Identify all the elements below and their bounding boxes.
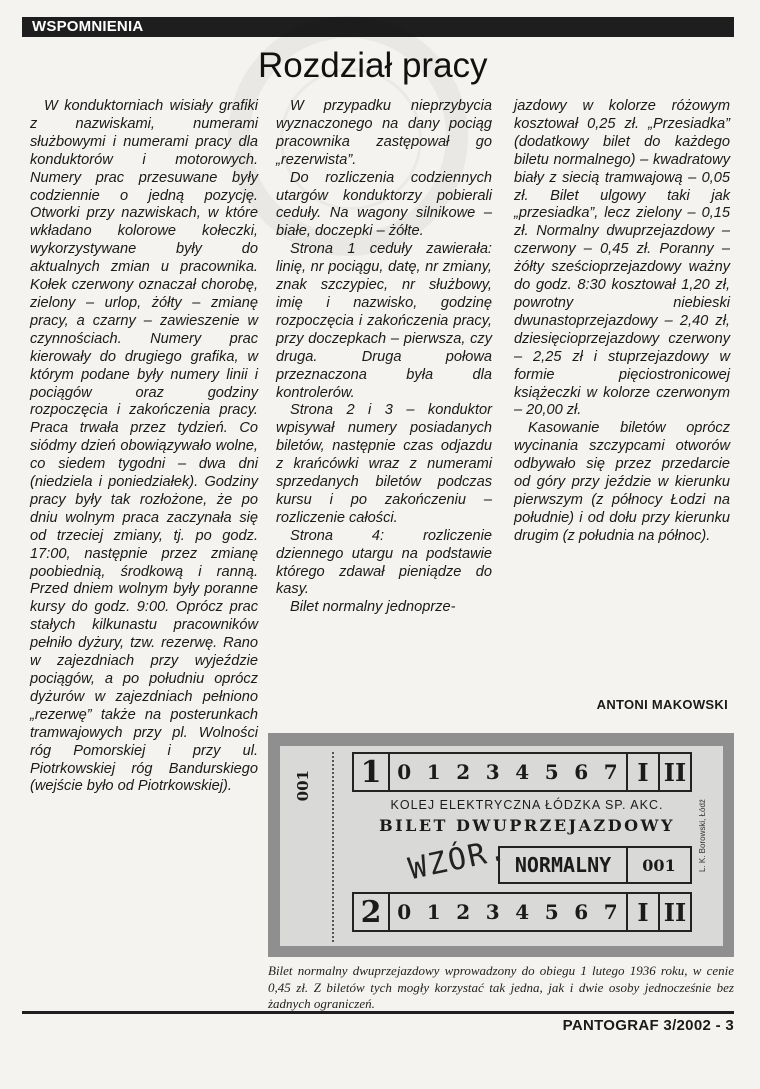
paragraph: Do rozliczenia codziennych utargów konduktorzy pobierali ceduły. Na wagony silnikowe – białe, doczepki – żółte. <box>276 169 492 240</box>
paragraph: W przypadku nieprzybycia wyznaczonego na dany pociąg pracownika zastępował go „rezerwista”. <box>276 98 492 168</box>
article-title: Rozdział pracy <box>258 46 488 85</box>
ticket-row-2 <box>352 892 692 932</box>
ticket-digit: 2 <box>456 760 472 784</box>
ticket-printer: L. K. Borowski, Łódź <box>698 799 707 873</box>
paragraph: jazdowy w kolorze różowym kosztował 0,25 zł. „Przesiadka” (dodatkowy bilet do każdego biletu normalnego) – kwadratowy biały z siecią tramwajową – 0,05 zł. Bilet ulgowy taki jak „przesiadka”, lecz zielony – 0,15 zł. Normalny dwuprzejazdowy – czerwony – 0,45 zł. Poranny – żółty sześcioprzejazdowy ważny do godz. 8:30 kosztował 1,20 zł, powrotny niebieski dwunastoprzejazdowy – 2,40 zł, dziesięcioprzejazdowy czerwony – 2,25 zł i stuprzejazdowy w formie pięciostronicowej książeczki w kolorze czerwonym – 20,00 zł. <box>514 98 730 419</box>
paragraph: Kasowanie biletów oprócz wycinania szczypcami otworów odbywało się przez przedarcie od góry przy jeździe w kierunku pierwszym (z północy Łodzi na południe) i od dołu przy kierunku drugim (z południa na północ). <box>514 420 730 544</box>
paragraph: Bilet normalny jednoprze- <box>290 599 456 616</box>
footer-rule <box>22 1011 734 1014</box>
ticket-digit: 1 <box>426 900 442 924</box>
ticket-fare-label: NORMALNY <box>500 848 628 882</box>
paragraph: W konduktorniach wisiały grafiki z nazwiskami, numerami służbowymi i numerami pracy dla konduktorów i motorowych. Numery prac przesuwane były codziennie o jedną pozycję. Otworki przy nazwiskach, w które wkładano kolorowe kołeczki, wykorzystywane były do aktualnych zmian u pracownika. Kołek czerwony oznaczał chorobę, zielony – urlop, żółty – zmianę pracy, a czarny – zawieszenie w czynnościach. Numery prac kierowały do drugiego grafika, w którym podane były numery linii i pociągów oraz godziny rozpoczęcia i zakończenia pracy. Praca trwała przez tydzień. Co siódmy dzień obowiązywało wolne, co siedem tygodni – dwa dni (niedziela i poniedziałek). Godziny pracy były tak rozłożone, że po dniu wolnym praca zaczynała się od trzeciej zmiany, tj. po godz. 17:00, następnie przez zmianę poobiednią, środkową i ranną. Przed dniem wolnym były poranne kursy do godz. 9:00. Oprócz prac stałych kilkunastu pracowników pełniło dyżury, tzw. rezerwę. Rano w zajezdniach przy wyjeździe pociągów, a po południu oprócz dyżurów w zajezdniach pełniono „rezerwę” także na posterunkach tramwajowych przy pl. Wolności róg Pomorskiej i przy ul. Piotrkowskiej róg Bandurskiego (wejście było od Piotrkowskiej). <box>30 98 258 795</box>
ticket-roman-numeral: I <box>626 894 658 930</box>
ticket-stub-number: 001 <box>294 770 312 802</box>
article-column-1 <box>30 98 258 796</box>
article-column-2 <box>276 98 492 617</box>
ticket-digit-row <box>390 760 626 784</box>
ticket-digit-row <box>390 900 626 924</box>
ticket-roman-numeral: I <box>626 754 658 790</box>
ticket-type: BILET DWUPRZEJAZDOWY <box>379 816 675 835</box>
ticket <box>280 746 723 946</box>
section-label: WSPOMNIENIA <box>32 18 212 36</box>
ticket-digit: 4 <box>515 900 531 924</box>
ticket-row-1 <box>352 752 692 792</box>
ticket-row-label: 2 <box>354 894 390 930</box>
ticket-digit: 3 <box>485 760 501 784</box>
paragraph: Strona 4: rozliczenie dziennego utargu na podstawie którego zdawał pieniądze do kasy. <box>276 527 492 598</box>
ticket-roman-numeral: II <box>658 754 690 790</box>
ticket-digit: 7 <box>603 900 619 924</box>
ticket-specimen-stamp: WZÓR. <box>405 831 511 888</box>
paragraph: Strona 1 ceduły zawierała: linię, nr pociągu, datę, nr zmiany, znak szczypiec, nr służbowy, imię i nazwisko, godzinę rozpoczęcia i zakończenia pracy, przy doczepkach – pierwsza, czy druga. Druga połowa przeznaczona była dla kontrolerów. <box>276 241 492 401</box>
article-author: ANTONI MAKOWSKI <box>596 697 728 712</box>
ticket-photo <box>268 733 734 957</box>
article-column-3 <box>514 98 730 546</box>
ticket-fare-box <box>498 846 692 884</box>
ticket-digit: 2 <box>456 900 472 924</box>
ticket-digit: 7 <box>603 760 619 784</box>
ticket-row-label: 1 <box>354 754 390 790</box>
ticket-digit: 6 <box>574 760 590 784</box>
ticket-serial: 001 <box>642 855 676 875</box>
ticket-digit: 5 <box>544 760 560 784</box>
ticket-digit: 5 <box>544 900 560 924</box>
ticket-digit: 3 <box>485 900 501 924</box>
ticket-digit: 1 <box>426 760 442 784</box>
footer-issue: PANTOGRAF 3/2002 - 3 <box>562 1017 734 1034</box>
ticket-roman-numeral: II <box>658 894 690 930</box>
photo-caption: Bilet normalny dwuprzejazdowy wprowadzony do obiegu 1 lutego 1936 roku, w cenie 0,45 zł. Z biletów tych mogły korzystać tak jedna, jak i dwie osoby jednocześnie bez żadnych ograniczeń. <box>268 963 734 1012</box>
ticket-perforation <box>332 752 334 942</box>
ticket-digit: 6 <box>574 900 590 924</box>
paragraph: Strona 2 i 3 – konduktor wpisywał numery posiadanych biletów, następnie czas odjazdu z krańcówki wraz z numerami sprzedanych biletów podczas kursu i po zakończeniu – rozliczenie całości. <box>276 402 492 526</box>
ticket-digit: 0 <box>397 760 413 784</box>
ticket-digit: 0 <box>397 900 413 924</box>
ticket-digit: 4 <box>515 760 531 784</box>
ticket-company: KOLEJ ELEKTRYCZNA ŁÓDZKA SP. AKC. <box>390 798 664 812</box>
